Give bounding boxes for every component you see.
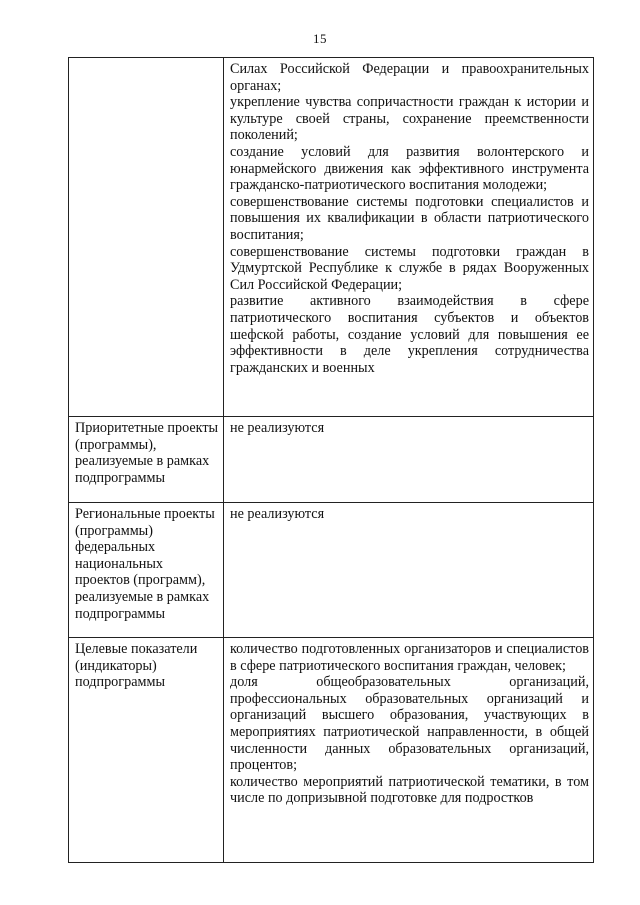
table-row-target-indicators: [69, 638, 594, 863]
row-content-cell: [224, 58, 594, 417]
content-paragraph: доля общеобразовательных организаций, профессиональных образовательных организаций и организаций высшего образования, участвующих в мероприятиях патриотической направленности, в общей численности данных образовательных организаций, процентов;: [230, 674, 589, 774]
page-number: 15: [313, 31, 327, 46]
row-content-cell: [224, 417, 594, 503]
row-label-cell: [69, 58, 224, 417]
row-label-cell: Региональные проекты (программы) федеральных национальных проектов (программ), реализуемые в рамках подпрограммы: [69, 503, 224, 638]
content-paragraph: создание условий для развития волонтерского и юнармейского движения как эффективного инструмента гражданско-патриотического воспитания молодежи;: [230, 143, 589, 194]
table-row-goals-continued: [69, 58, 594, 417]
content-paragraph: количество мероприятий патриотической тематики, в том числе по допризывной подготовке для подростков: [230, 773, 589, 807]
content-paragraph: совершенствование системы подготовки граждан в Удмуртской Республике к службе в рядах Вооруженных Сил Российской Федерации;: [230, 243, 589, 293]
table-row-regional-projects: [69, 503, 594, 638]
content-paragraph: развитие активного взаимодействия в сфере патриотического воспитания субъектов и объектов шефской работы, создание условий для повышения ее эффективности в деле укрепления сотрудничества гражданских и военных: [230, 293, 589, 376]
content-paragraph: укрепление чувства сопричастности граждан к истории и культуре своей страны, сохранение преемственности поколений;: [230, 94, 589, 144]
content-paragraph: количество подготовленных организаторов и специалистов в сфере патриотического воспитания граждан, человек;: [230, 641, 589, 674]
program-passport-table: [68, 57, 594, 863]
row-label-cell: Приоритетные проекты (программы), реализуемые в рамках подпрограммы: [69, 417, 224, 503]
row-content-cell: [224, 503, 594, 638]
row-content-cell: [224, 638, 594, 863]
content-paragraph: не реализуются: [230, 420, 325, 436]
table-row-priority-projects: [69, 417, 594, 503]
content-paragraph: не реализуются: [230, 506, 325, 522]
content-paragraph: Силах Российской Федерации и правоохранительных органах;: [230, 61, 589, 94]
row-label-cell: Целевые показатели (индикаторы) подпрограммы: [69, 638, 224, 863]
content-paragraph: совершенствование системы подготовки специалистов и повышения их квалификации в области патриотического воспитания;: [230, 193, 589, 243]
